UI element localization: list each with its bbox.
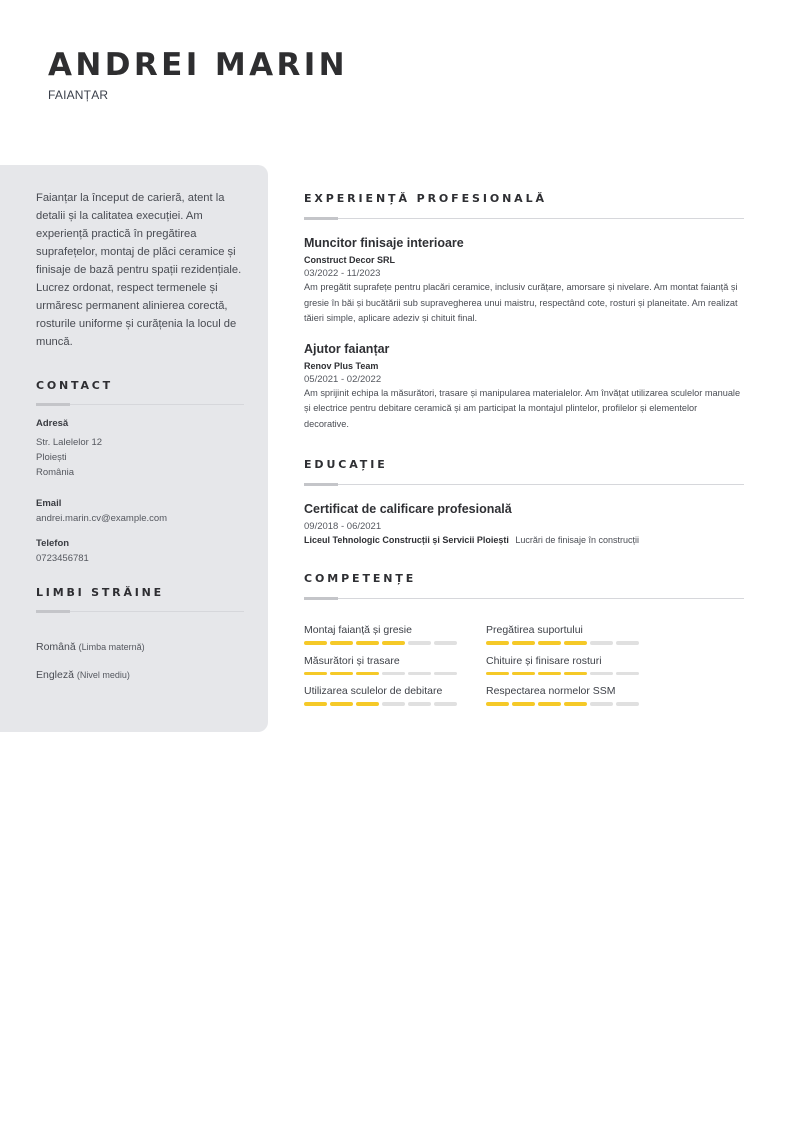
email-link[interactable]: andrei.marin.cv@example.com (36, 513, 168, 524)
skill-bar-empty (408, 672, 431, 676)
skill-bar-filled (564, 672, 587, 676)
job-title: Ajutor faianțar (304, 341, 390, 356)
experience-section (304, 192, 744, 432)
skill-bar-filled (330, 672, 353, 676)
skill-bar-filled (382, 641, 405, 645)
section-divider (304, 217, 744, 220)
job-dates: 03/2022 - 11/2023 (304, 268, 381, 279)
skill-level-bars (486, 672, 668, 676)
skill-bar-filled (486, 641, 509, 645)
skill-bar-filled (304, 672, 327, 676)
experience-heading: EXPERIENȚĂ PROFESIONALĂ (304, 192, 547, 205)
skill-bar-empty (590, 702, 613, 706)
job-entry (304, 342, 744, 433)
education-heading: EDUCAȚIE (304, 458, 388, 471)
skill-bar-empty (616, 672, 639, 676)
skill-bar-filled (512, 702, 535, 706)
skill-item (304, 685, 486, 706)
job-company: Renov Plus Team (304, 360, 379, 371)
skill-name: Pregătirea suportului (486, 624, 583, 636)
skill-bar-empty (408, 702, 431, 706)
section-divider (304, 597, 744, 600)
contact-heading: CONTACT (36, 379, 113, 392)
skill-bar-empty (590, 672, 613, 676)
profile-summary: Faianțar la început de carieră, atent la detalii și la calitatea execuției. Am experiență practică în pregătirea suprafețelor, montaj de plăci ceramice și finisaje de bază pentru spații rezidențiale. Lucrez ordonat, respect termenele și urmăresc permanent alinierea corectă, rosturile uniforme și curățenia la locul de muncă. (36, 192, 242, 348)
job-dates: 05/2021 - 02/2022 (304, 373, 382, 385)
education-institution-row (304, 535, 744, 545)
education-school: Liceul Tehnologic Construcții și Servicii Ploiești (304, 535, 509, 545)
skill-bar-filled (564, 702, 587, 706)
skill-bar-filled (512, 672, 535, 676)
address-block (36, 418, 244, 480)
skill-item (486, 685, 668, 706)
skill-item (304, 655, 486, 676)
education-entry (304, 502, 744, 545)
language-level: (Nivel mediu) (76, 670, 130, 680)
skill-level-bars (486, 641, 668, 645)
candidate-name: ANDREI MARIN (48, 47, 349, 83)
skill-item (304, 624, 486, 645)
skill-name: Măsurători și trasare (304, 654, 400, 667)
skill-bar-filled (356, 641, 379, 645)
skill-bar-empty (382, 702, 405, 706)
skill-bar-filled (304, 641, 327, 645)
skill-level-bars (304, 641, 486, 645)
skills-heading: COMPETENȚE (304, 572, 417, 585)
skill-item (486, 655, 668, 676)
skill-level-bars (304, 672, 486, 676)
address-label: Adresă (36, 418, 69, 429)
section-divider (36, 610, 244, 613)
skill-bar-filled (564, 641, 587, 645)
language-name: Română (36, 641, 76, 653)
language-item (36, 641, 244, 653)
job-description: Am sprijinit echipa la măsurători, trasare și manipularea materialelor. Am învățat utilizarea sculelor manuale și electrice pentru debitare ceramică și am participat la montajul plintelor, profilelor și elementelor decorative. (304, 387, 741, 429)
resume-header (48, 46, 348, 102)
skill-item (486, 624, 668, 645)
language-level: (Limba maternă) (78, 642, 145, 652)
address-line: România (36, 467, 75, 478)
email-label: Email (36, 498, 62, 509)
skill-bar-empty (408, 641, 431, 645)
phone-label: Telefon (36, 538, 70, 549)
sidebar (0, 165, 268, 732)
skill-bar-empty (590, 641, 613, 645)
job-description: Am pregătit suprafețe pentru placări ceramice, inclusiv curățare, amorsare și nivelare. Am montat faianță și gresie în băi și bucătării sub supravegherea unui maistru, respectând cote, rosturi și planeitate. Am realizat tăieri simple, aplicare adeziv și chituit final. (304, 282, 738, 323)
language-item (36, 669, 244, 681)
languages-section (36, 586, 244, 681)
education-title: Certificat de calificare profesională (304, 502, 512, 516)
skill-bar-filled (486, 672, 509, 676)
skill-bar-empty (434, 672, 457, 676)
skill-name: Montaj faianță și gresie (304, 624, 412, 636)
skill-level-bars (486, 702, 668, 706)
skills-grid (304, 624, 744, 706)
job-company: Construct Decor SRL (304, 255, 396, 265)
skill-bar-filled (356, 672, 379, 676)
job-entry (304, 236, 744, 327)
email-block (36, 498, 244, 526)
skill-bar-filled (538, 702, 561, 706)
skill-bar-empty (434, 641, 457, 645)
section-divider (36, 403, 244, 406)
skill-bar-filled (512, 641, 535, 645)
education-field: Lucrări de finisaje în construcții (515, 535, 639, 545)
skills-section (304, 572, 744, 706)
job-title: Muncitor finisaje interioare (304, 236, 464, 250)
skill-level-bars (304, 702, 486, 706)
skill-bar-filled (304, 702, 327, 706)
languages-heading: LIMBI STRĂINE (36, 586, 164, 599)
education-section (304, 458, 744, 545)
skill-bar-filled (486, 702, 509, 706)
language-name: Engleză (36, 669, 74, 681)
skill-bar-filled (330, 641, 353, 645)
skill-bar-filled (538, 641, 561, 645)
candidate-job-title: FAIANȚAR (48, 88, 109, 102)
education-dates: 09/2018 - 06/2021 (304, 521, 382, 532)
skill-name: Chituire și finisare rosturi (486, 654, 602, 667)
phone-block (36, 538, 244, 566)
skill-bar-filled (538, 672, 561, 676)
address-line: Ploiești (36, 452, 67, 463)
skill-bar-filled (356, 702, 379, 706)
address-line: Str. Lalelelor 12 (36, 437, 103, 448)
skill-bar-empty (382, 672, 405, 676)
skill-bar-empty (434, 702, 457, 706)
contact-section (36, 379, 244, 566)
skill-bar-filled (330, 702, 353, 706)
section-divider (304, 483, 744, 486)
phone-value[interactable]: 0723456781 (36, 553, 89, 564)
skill-name: Utilizarea sculelor de debitare (304, 685, 443, 697)
skill-name: Respectarea normelor SSM (486, 685, 616, 697)
skill-bar-empty (616, 641, 639, 645)
main-content (304, 192, 744, 706)
skill-bar-empty (616, 702, 639, 706)
